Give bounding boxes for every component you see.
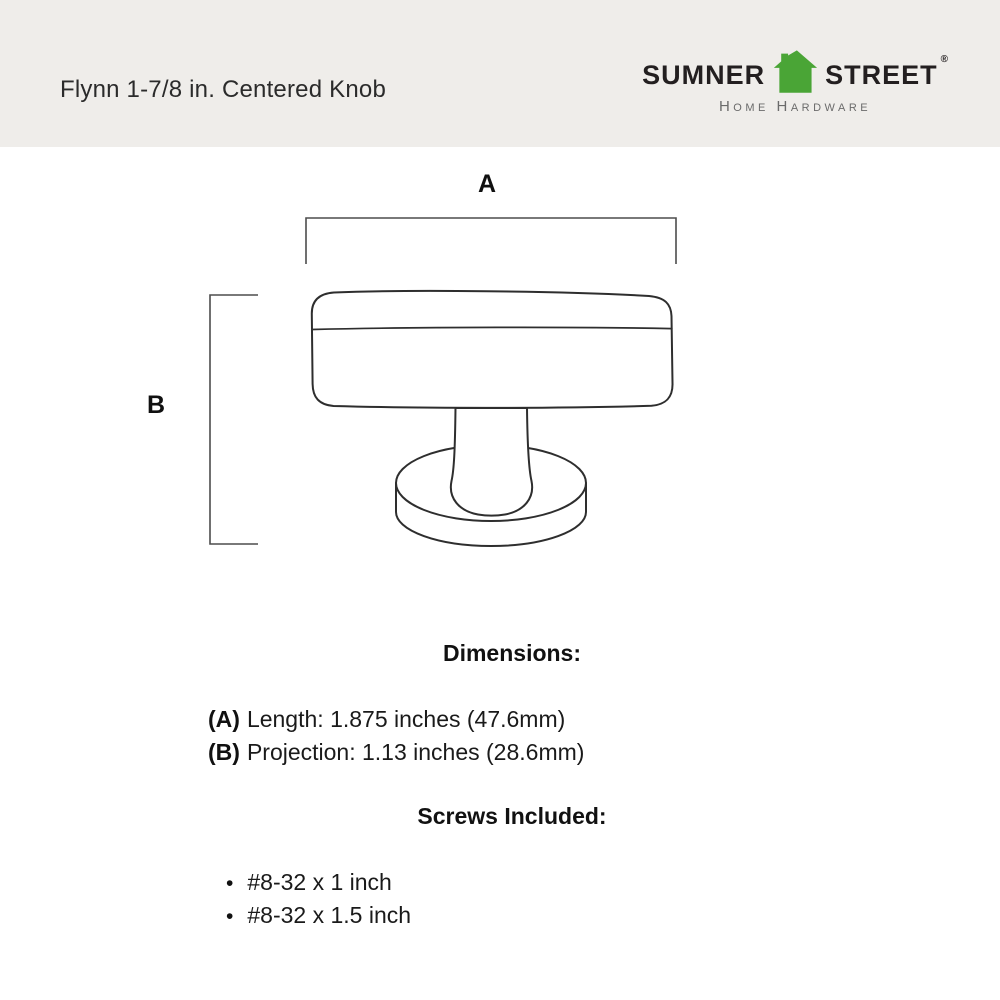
dimension-key-b: (B) — [208, 739, 240, 765]
product-title: Flynn 1-7/8 in. Centered Knob — [60, 76, 386, 103]
dim-label-b: B — [146, 391, 166, 419]
dimensions-heading: Dimensions: — [442, 640, 582, 666]
registered-trademark-icon: ® — [940, 54, 948, 65]
dim-bracket-a — [306, 218, 676, 264]
dimension-text-a: Length: 1.875 inches (47.6mm) — [246, 706, 566, 732]
dimension-text-b: Projection: 1.13 inches (28.6mm) — [246, 739, 585, 765]
screw-item — [226, 869, 392, 896]
screw-item-text: #8-32 x 1.5 inch — [247, 902, 412, 928]
knob-body — [312, 291, 673, 408]
brand-tagline: Home Hardware — [718, 98, 872, 115]
dim-bracket-b — [210, 295, 258, 544]
screws-heading: Screws Included: — [417, 803, 607, 829]
dimension-item-a — [208, 706, 565, 733]
screw-item-text: #8-32 x 1 inch — [247, 869, 392, 895]
screw-item — [226, 902, 411, 929]
dimension-item-b — [208, 739, 584, 766]
brand-word-sumner: SUMNER — [642, 60, 766, 90]
dim-label-a: A — [477, 170, 497, 198]
bullet-icon: • — [226, 872, 234, 895]
dimension-key-a: (A) — [208, 706, 240, 732]
knob-stem — [451, 408, 532, 516]
bullet-icon: • — [226, 905, 234, 928]
brand-word-street: STREET — [825, 60, 938, 90]
